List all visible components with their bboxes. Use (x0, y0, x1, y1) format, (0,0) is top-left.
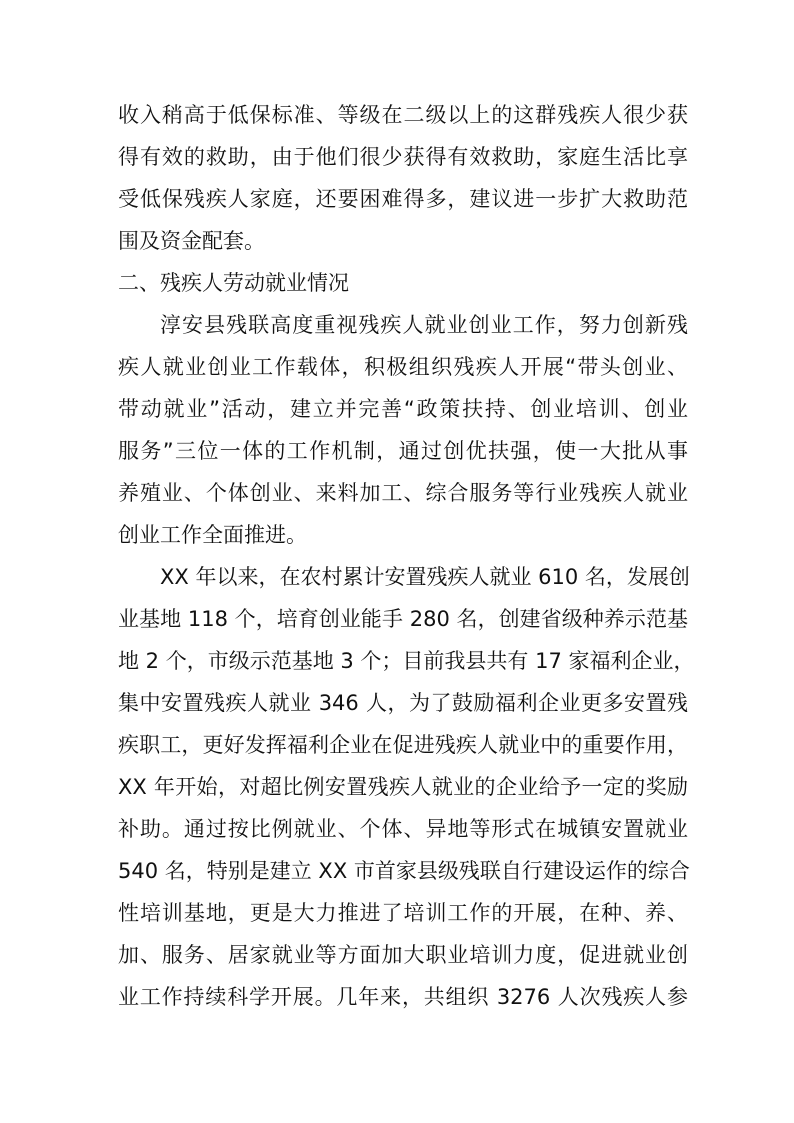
paragraph-line: 养殖业、个体创业、来料加工、综合服务等行业残疾人就业 (118, 481, 688, 505)
paragraph-line: 围及资金配套。 (118, 229, 265, 253)
paragraph-line: 性培训基地，更是大力推进了培训工作的开展，在种、养、 (118, 901, 688, 925)
paragraph-line: 业工作持续科学开展。几年来，共组织 3276 人次残疾人参 (118, 985, 688, 1009)
section-heading: 二、残疾人劳动就业情况 (118, 271, 349, 295)
paragraph-line: 补助。通过按比例就业、个体、异地等形式在城镇安置就业 (118, 817, 688, 841)
paragraph-line: 疾人就业创业工作载体，积极组织残疾人开展“带头创业、 (118, 355, 688, 379)
paragraph-line: 地 2 个，市级示范基地 3 个；目前我县共有 17 家福利企业， (118, 649, 695, 673)
document-body (118, 94, 695, 1018)
paragraph-line: 受低保残疾人家庭，还要困难得多，建议进一步扩大救助范 (118, 187, 688, 211)
paragraph-line: 加、服务、居家就业等方面加大职业培训力度，促进就业创 (118, 943, 688, 967)
paragraph-line: 得有效的救助，由于他们很少获得有效救助，家庭生活比享 (118, 145, 688, 169)
paragraph-line: XX 年以来，在农村累计安置残疾人就业 610 名，发展创 (160, 565, 690, 589)
paragraph-line: 业基地 118 个，培育创业能手 280 名，创建省级种养示范基 (118, 607, 688, 631)
paragraph-line: 带动就业”活动，建立并完善“政策扶持、创业培训、创业 (118, 397, 688, 421)
paragraph-line: 收入稍高于低保标准、等级在二级以上的这群残疾人很少获 (118, 103, 688, 127)
paragraph-line: 540 名，特别是建立 XX 市首家县级残联自行建设运作的综合 (118, 859, 690, 883)
paragraph-line: 集中安置残疾人就业 346 人，为了鼓励福利企业更多安置残 (118, 691, 688, 715)
paragraph-line: 服务”三位一体的工作机制，通过创优扶强，使一大批从事 (118, 439, 688, 463)
paragraph-line: XX 年开始，对超比例安置残疾人就业的企业给予一定的奖励 (118, 775, 688, 799)
paragraph-line: 淳安县残联高度重视残疾人就业创业工作，努力创新残 (160, 313, 688, 337)
paragraph-line: 创业工作全面推进。 (118, 523, 307, 547)
paragraph-line: 疾职工，更好发挥福利企业在促进残疾人就业中的重要作用， (118, 733, 688, 757)
